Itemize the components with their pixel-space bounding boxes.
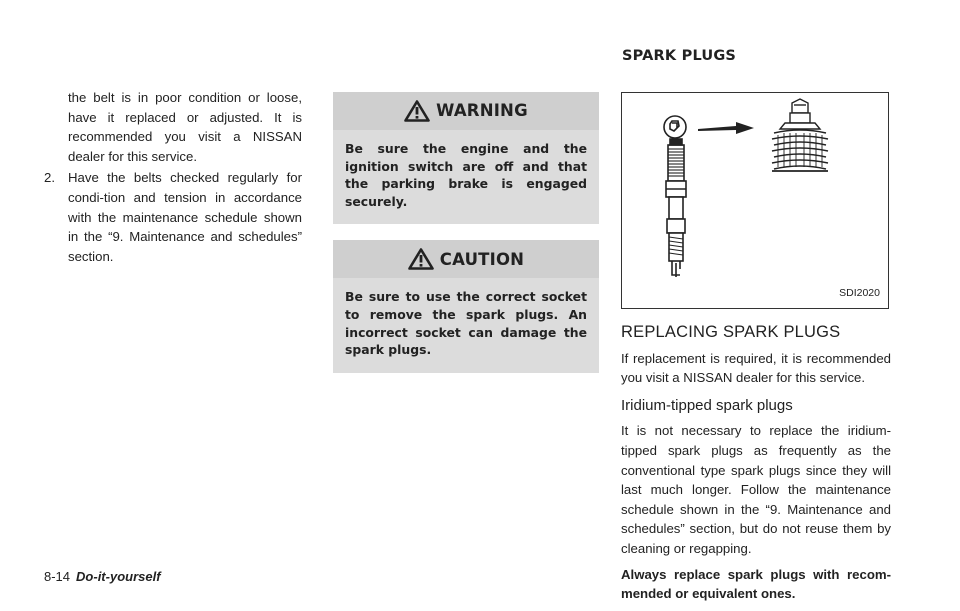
warning-header: [333, 92, 599, 130]
spark-plug-figure: [621, 92, 889, 309]
caution-triangle-icon: [408, 248, 434, 270]
right-column: [621, 92, 891, 604]
list-text: Have the belts checked regularly for condi-tion and tension in accordance with the maintenance schedule shown in the “9. Maintenance and schedules” section.: [68, 170, 302, 264]
middle-column: [333, 92, 599, 389]
warning-box: [333, 92, 599, 224]
warning-body: Be sure the engine and the ignition switch are off and that the parking brake is engaged securely.: [333, 130, 599, 224]
section-title: SPARK PLUGS: [622, 48, 737, 64]
spark-plug-illustration: [622, 93, 890, 310]
arrow-right-icon: [698, 122, 754, 134]
warning-triangle-icon: [404, 100, 430, 122]
caution-title: CAUTION: [439, 249, 525, 269]
conventional-spark-plug-drawing: [772, 99, 828, 171]
caution-header: [333, 240, 599, 278]
list-number: 2.: [44, 170, 55, 186]
list-item: [44, 168, 302, 266]
paragraph: It is not necessary to replace the iridium-tipped spark plugs as frequently as the conventional type spark plugs since they will last much longer. Follow the maintenance schedule shown in the “9. Maintenance and schedules” section, but do not reuse them by cleaning or regapping.: [621, 423, 891, 556]
bold-paragraph: Always replace spark plugs with recom-mended or equivalent ones.: [621, 566, 891, 602]
heading-replacing-spark-plugs: REPLACING SPARK PLUGS: [621, 323, 841, 341]
left-column: [44, 88, 302, 266]
footer-section-name: Do-it-yourself: [76, 569, 161, 584]
paragraph: If replacement is required, it is recommended you visit a NISSAN dealer for this service.: [621, 350, 891, 386]
figure-code: SDI2020: [839, 287, 880, 300]
page-footer: [44, 569, 161, 584]
page-number: 8-14: [44, 569, 71, 584]
heading-iridium-tipped: Iridium-tipped spark plugs: [621, 396, 793, 414]
caution-body: Be sure to use the correct socket to remove the spark plugs. An incorrect socket can damage the spark plugs.: [333, 278, 599, 372]
warning-title: WARNING: [436, 101, 528, 121]
caution-box: [333, 240, 599, 372]
continued-paragraph: the belt is in poor condition or loose, have it replaced or adjusted. It is recommended you visit a NISSAN dealer for this service.: [68, 90, 302, 164]
iridium-spark-plug-drawing: [664, 116, 686, 277]
